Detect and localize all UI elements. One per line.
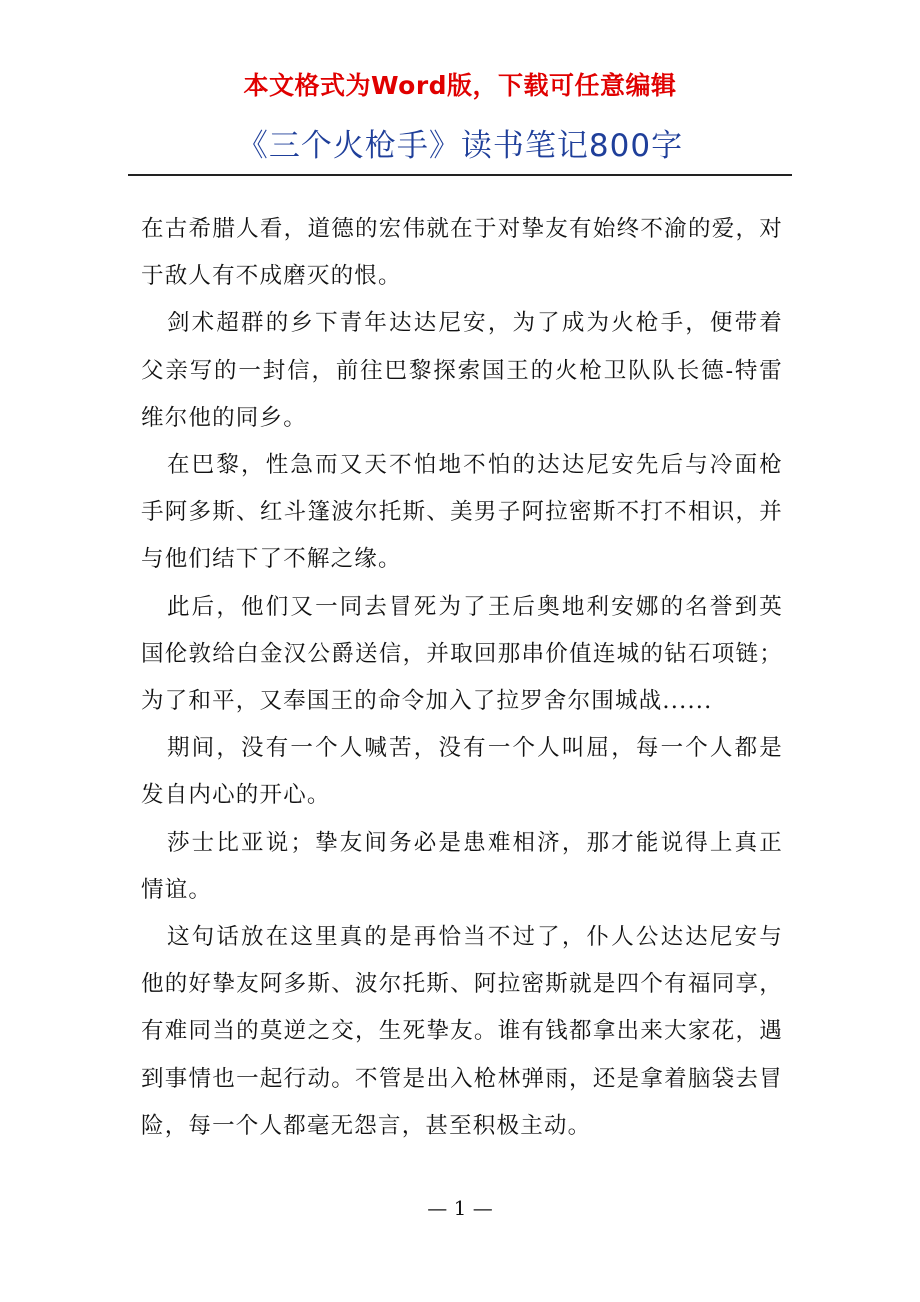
format-notice-banner: 本文格式为Word版，下载可任意编辑 <box>243 71 677 100</box>
paragraph: 在古希腊人看，道德的宏伟就在于对挚友有始终不渝的爱，对于敌人有不成磨灭的恨。 <box>141 216 783 290</box>
document-title: 《三个火枪手》读书笔记800字 <box>236 128 684 164</box>
paragraph: 此后，他们又一同去冒死为了王后奥地利安娜的名誉到英国伦敦给白金汉公爵送信，并取回那串价值连城的钻石项链；为了和平，又奉国王的命令加入了拉罗舍尔围城战...... <box>141 593 783 715</box>
paragraph: 剑术超群的乡下青年达达尼安，为了成为火枪手，便带着父亲写的一封信，前往巴黎探索国王的火枪卫队队长德-特雷维尔他的同乡。 <box>141 310 783 431</box>
paragraph: 莎士比亚说；挚友间务必是患难相济，那才能说得上真正情谊。 <box>141 829 783 903</box>
title-divider <box>128 174 792 176</box>
paragraph: 这句话放在这里真的是再恰当不过了，仆人公达达尼安与他的好挚友阿多斯、波尔托斯、阿拉密斯就是四个有福同享，有难同当的莫逆之交，生死挚友。谁有钱都拿出来大家花，遇到事情也一起行动。不管是出入枪林弹雨，还是拿着脑袋去冒险，每一个人都毫无怨言，甚至积极主动。 <box>141 924 783 1139</box>
paragraph: 在巴黎，性急而又天不怕地不怕的达达尼安先后与冷面枪手阿多斯、红斗篷波尔托斯、美男子阿拉密斯不打不相识，并与他们结下了不解之缘。 <box>141 452 783 573</box>
page-number: — 1 — <box>427 1196 493 1220</box>
document-body <box>141 206 783 1150</box>
paragraph: 期间，没有一个人喊苦，没有一个人叫屈，每一个人都是发自内心的开心。 <box>141 735 783 809</box>
